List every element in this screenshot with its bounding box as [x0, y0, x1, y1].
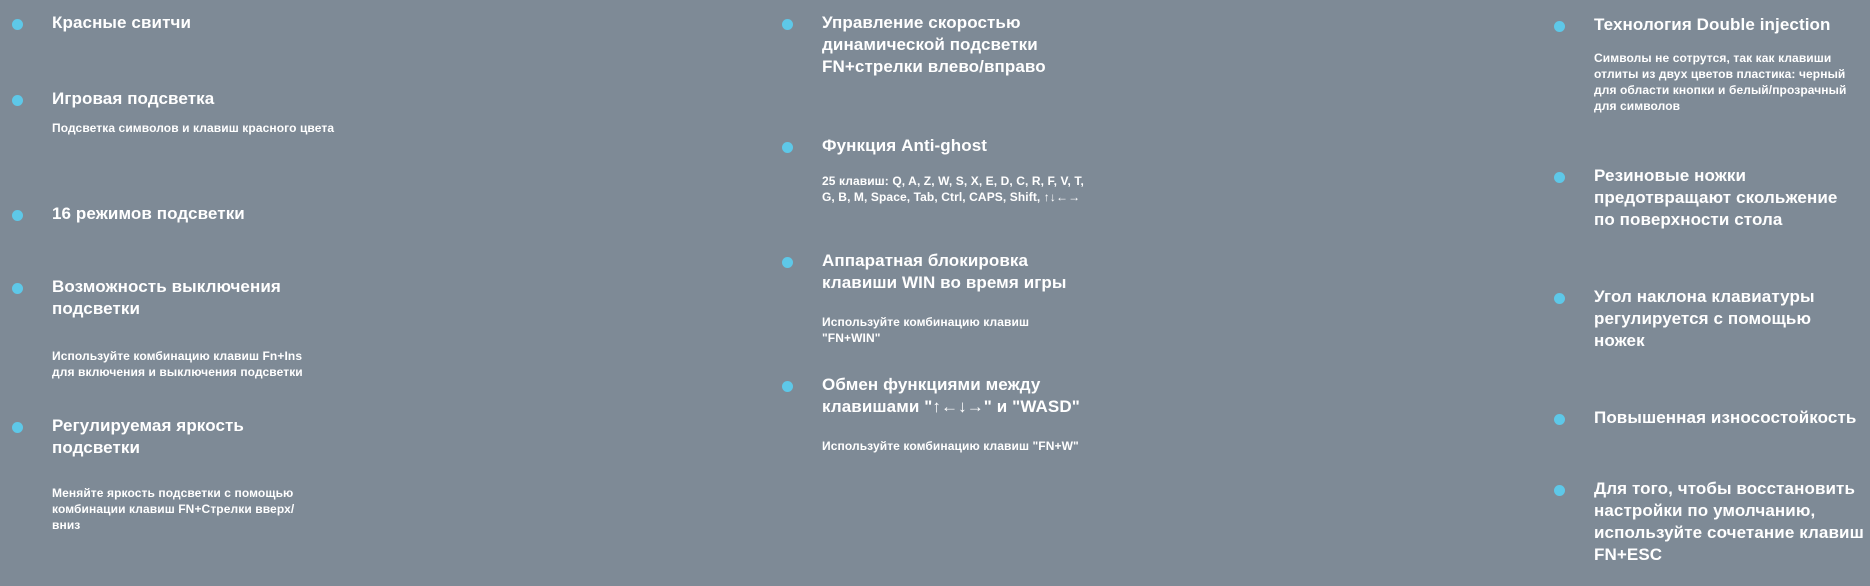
- bullet-icon: [1554, 414, 1565, 425]
- feature-item: [8, 203, 358, 225]
- feature-item: [1550, 286, 1840, 352]
- feature-title: Угол наклона клавиатуры регулируется с помощью ножек: [1594, 287, 1815, 350]
- feature-item: [1550, 478, 1870, 566]
- feature-description: Меняйте яркость подсветки с помощью комбинации клавиш FN+Стрелки вверх/вниз: [52, 486, 295, 532]
- bullet-icon: [1554, 172, 1565, 183]
- feature-title: 16 режимов подсветки: [52, 204, 245, 223]
- feature-title: Резиновые ножки предотвращают скольжение по поверхности стола: [1594, 166, 1838, 229]
- feature-title: Игровая подсветка: [52, 89, 215, 108]
- feature-description: Символы не сотрутся, так как клавиши отлиты из двух цветов пластика: черный для области кнопки и белый/прозрачный для символов: [1594, 51, 1847, 113]
- feature-title: Возможность выключения подсветки: [52, 277, 281, 318]
- feature-item: [8, 12, 368, 34]
- feature-title: Повышенная износостойкость: [1594, 408, 1857, 427]
- feature-column-right: [772, 0, 1864, 586]
- feature-title: Технология Double injection: [1594, 15, 1831, 34]
- feature-title: Аппаратная блокировка клавиши WIN во время игры: [822, 251, 1067, 292]
- bullet-icon: [12, 422, 23, 433]
- bullet-icon: [12, 19, 23, 30]
- feature-description: Используйте комбинацию клавиш "FN+W": [822, 439, 1079, 453]
- bullet-icon: [12, 210, 23, 221]
- bullet-icon: [1554, 293, 1565, 304]
- feature-item: [1550, 165, 1850, 231]
- bullet-icon: [12, 95, 23, 106]
- feature-item: [8, 415, 298, 533]
- feature-item: [8, 88, 348, 136]
- bullet-icon: [1554, 21, 1565, 32]
- feature-title: Обмен функциями между клавишами "↑←↓→" и "WASD": [822, 375, 1080, 416]
- feature-title: Красные свитчи: [52, 13, 192, 32]
- feature-title: Регулируемая яркость подсветки: [52, 416, 244, 457]
- bullet-icon: [1554, 485, 1565, 496]
- feature-item: [1550, 14, 1860, 114]
- feature-column-left: [0, 0, 386, 586]
- feature-title: Функция Anti-ghost: [822, 136, 988, 155]
- feature-item: [1550, 407, 1870, 429]
- feature-title: Для того, чтобы восстановить настройки по умолчанию, используйте сочетание клавиш FN+ESC: [1594, 479, 1864, 564]
- bullet-icon: [12, 283, 23, 294]
- feature-description: Используйте комбинацию клавиш Fn+Ins для включения и выключения подсветки: [52, 349, 303, 379]
- feature-item: [8, 276, 328, 380]
- feature-description: 25 клавиш: Q, A, Z, W, S, X, E, D, C, R, F, V, T, G, B, M, Space, Tab, Ctrl, CAPS, Shift, ↑↓←→: [822, 174, 1084, 204]
- feature-description: Подсветка символов и клавиш красного цвета: [52, 121, 335, 135]
- feature-title: Управление скоростью динамической подсветки FN+стрелки влево/вправо: [822, 13, 1046, 76]
- feature-column-middle: [386, 0, 1084, 586]
- feature-description: Используйте комбинацию клавиш "FN+WIN": [822, 315, 1030, 345]
